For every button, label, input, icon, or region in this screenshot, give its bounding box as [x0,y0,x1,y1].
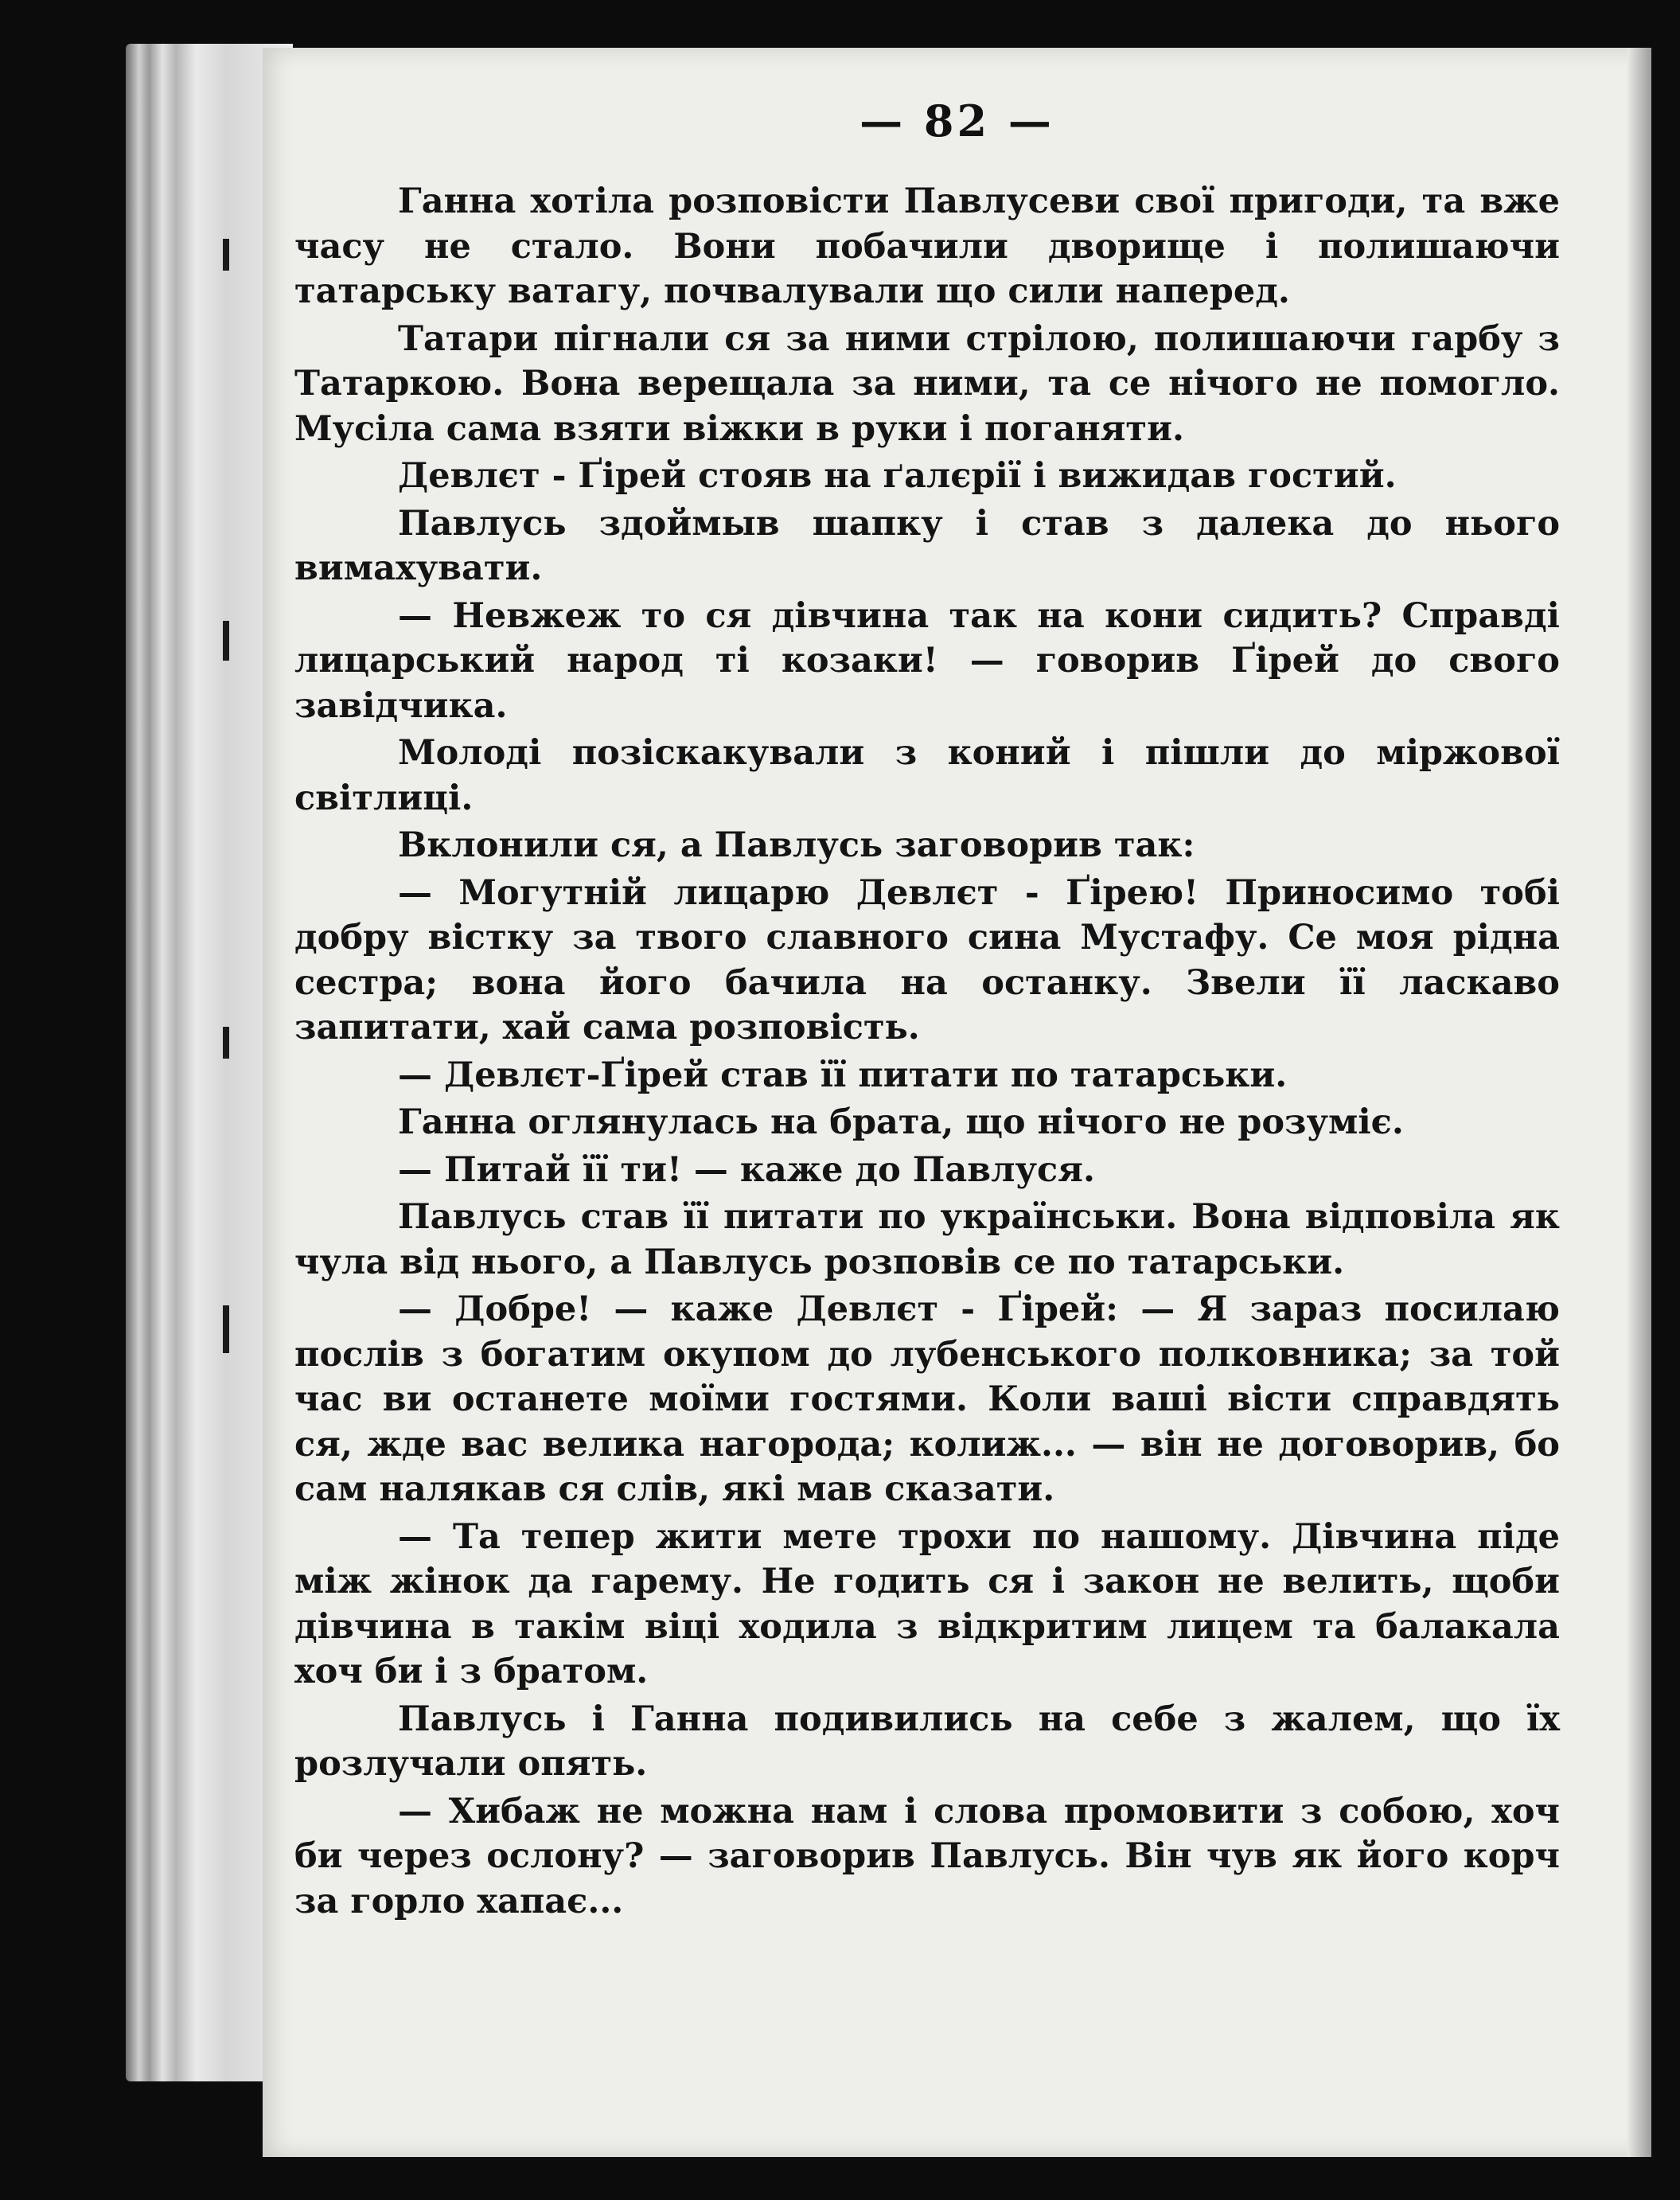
edge-mark [223,1027,229,1059]
paragraph: — Девлєт-Ґірей став її питати по татарськи. [398,1055,1288,1095]
book-page [263,48,1651,2157]
paragraph: — Могутній лицарю Девлєт - Ґірею! Приносимо тобі добру вістку за твого славного сина Мустафу. Се моя рідна сестра; вона його бачила на останку. Звели її ласкаво запитати, хай сама розповість. [294,872,1560,1047]
paragraph: Павлусь став її питати по українськи. Вона відповіла як чула від нього, а Павлусь розповів се по татарськи. [294,1197,1560,1282]
paragraph: — Питай її ти! — каже до Павлуся. [398,1149,1095,1190]
paragraph: — Добре! — каже Девлєт - Ґірей: — Я зараз посилаю послів з богатим окупом до лубенського полковника; за той час ви останете моїми гостями. Коли ваші вісти справдять ся, жде вас велика нагорода; колиж... — він не договорив, бо сам налякав ся слів, які мав сказати. [294,1289,1560,1509]
paragraph: Девлєт - Ґірей стояв на ґалєрії і вижидав гостий. [398,456,1397,496]
page-body-text [294,179,1560,1926]
paragraph: Татари пігнали ся за ними стрілою, полишаючи гарбу з Татаркою. Вона верещала за ними, та се нічого не помогло. Мусіла сама взяти віжки в руки і поганяти. [294,318,1560,449]
paragraph: — Невжеж то ся дівчина так на кони сидить? Справді лицарський народ ті козаки! — говорив Ґірей до свого завідчика. [294,595,1560,726]
edge-mark [223,239,229,271]
paragraph: Молоді позіскакували з коний і пішли до міржової світлиці. [294,733,1560,818]
page-number: — 82 — [859,96,1054,146]
paragraph: — Та тепер жити мете трохи по нашому. Дівчина піде між жінок да гарему. Не годить ся і закон не велить, щоби дівчина в такім віці ходила з відкритим лицем та балакала хоч би і з братом. [294,1516,1560,1691]
paragraph: Ганна оглянулась на брата, що нічого не розуміє. [398,1102,1404,1142]
paragraph: Павлусь здоймыв шапку і став з далека до нього вимахувати. [294,503,1560,588]
edge-mark [223,1305,229,1353]
paragraph: Павлусь і Ганна подивились на себе з жалем, що їх розлучали опять. [294,1699,1560,1784]
page-right-edge [1627,48,1651,2157]
paragraph: Вклонили ся, а Павлусь заговорив так: [398,825,1195,865]
edge-mark [223,621,229,661]
paragraph: — Хибаж не можна нам і слова промовити з собою, хоч би через ослону? — заговорив Павлусь. Він чув як його корч за горло хапає... [294,1791,1560,1921]
paragraph: Ганна хотіла розповісти Павлусеви свої пригоди, та вже часу не стало. Вони побачили дворище і полишаючи татарську ватагу, почвалували що сили наперед. [294,181,1560,311]
